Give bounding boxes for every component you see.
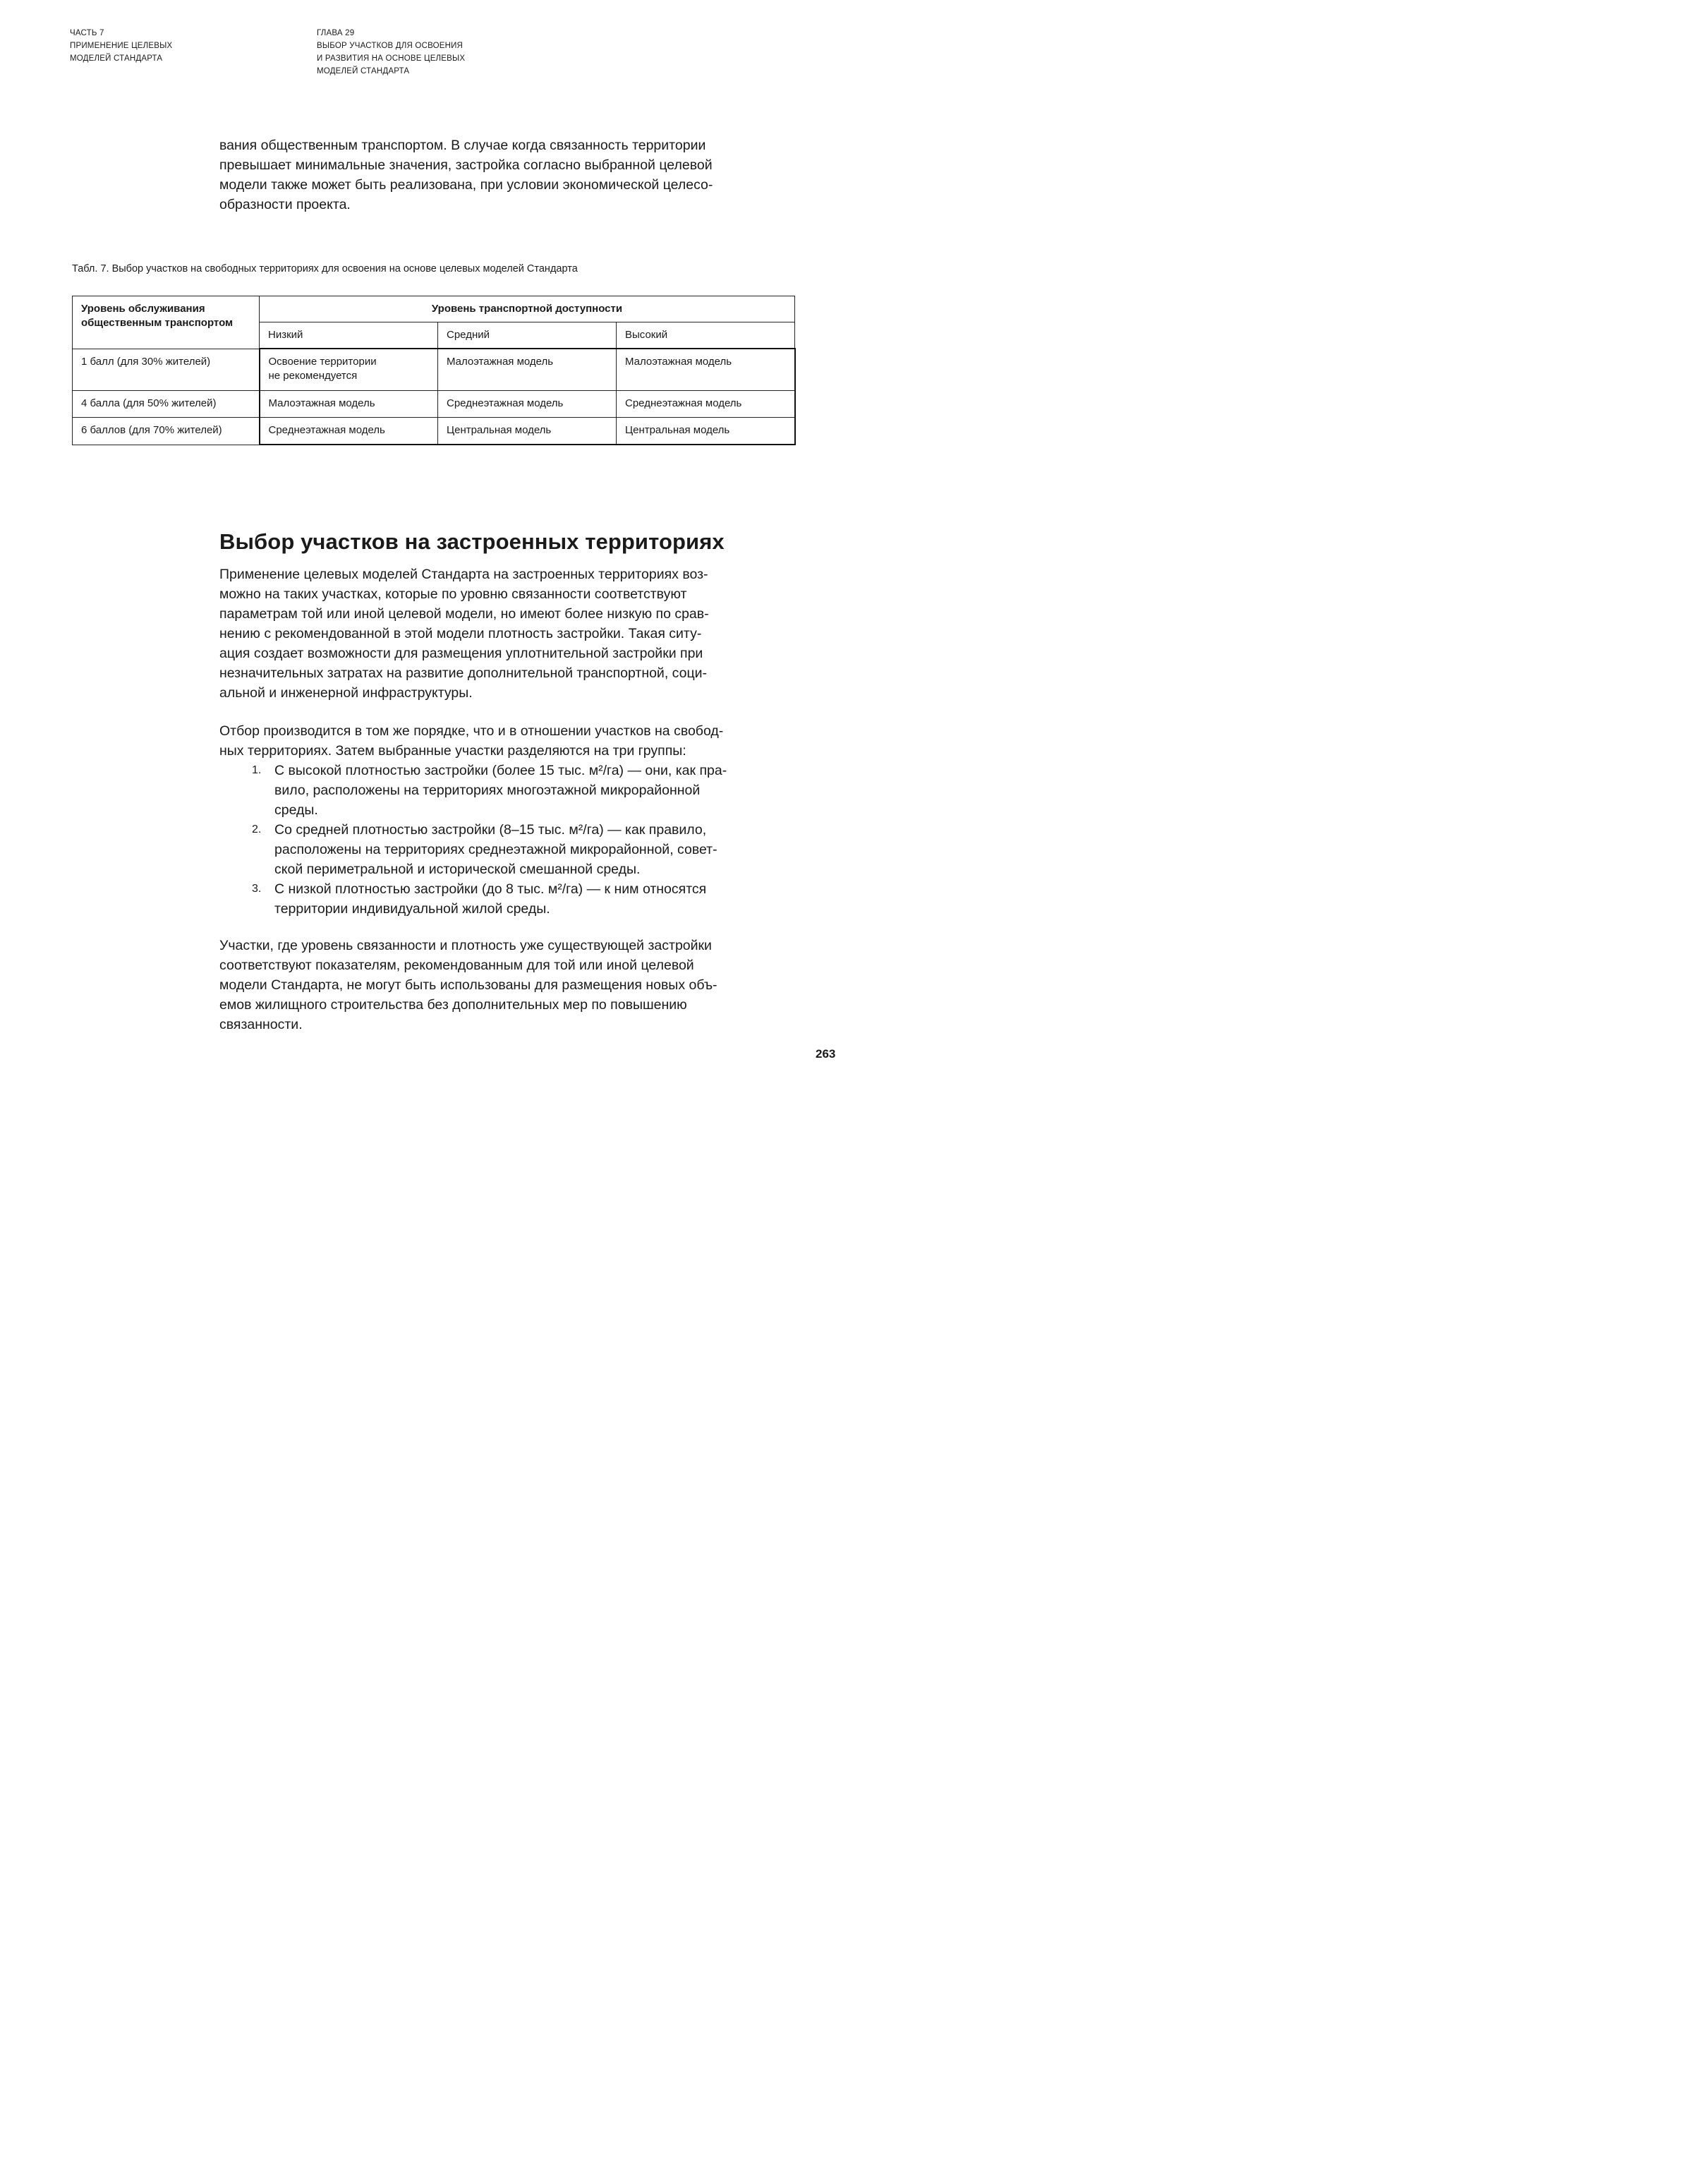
table-cell: Малоэтажная модель: [260, 391, 438, 418]
intro-paragraph: [219, 135, 784, 215]
header-line: Уровень обслуживания: [81, 303, 205, 315]
list-item: [219, 879, 784, 919]
text-line: образности проекта.: [219, 197, 351, 212]
column-header: Средний: [438, 322, 617, 349]
text-line: среды.: [274, 802, 318, 818]
table-row: [73, 349, 795, 391]
text-line: ской периметральной и исторической смешанной среды.: [274, 862, 641, 877]
row-label: 4 балла (для 50% жителей): [73, 391, 260, 418]
row-header-title: [73, 296, 260, 349]
table-row: [73, 418, 795, 445]
text-line: параметрам той или иной целевой модели, но имеют более низкую по срав-: [219, 606, 709, 622]
paragraph-with-list: [219, 721, 784, 919]
table-cell: Малоэтажная модель: [438, 349, 617, 391]
text-line: превышает минимальные значения, застройка согласно выбранной целевой: [219, 157, 713, 173]
table-cell: Среднеэтажная модель: [617, 391, 795, 418]
density-groups-list: [219, 761, 784, 919]
text-line: расположены на территориях среднеэтажной микрорайонной, совет-: [274, 842, 717, 857]
list-number: 2.: [252, 823, 262, 835]
selection-table: [72, 296, 796, 445]
running-head-line: И РАЗВИТИЯ НА ОСНОВЕ ЦЕЛЕВЫХ: [317, 54, 466, 63]
text-line: вило, расположены на территориях многоэтажной микрорайонной: [274, 783, 701, 798]
table-row: [73, 391, 795, 418]
table-cell: Среднеэтажная модель: [438, 391, 617, 418]
column-header: Низкий: [260, 322, 438, 349]
running-head-line: МОДЕЛЕЙ СТАНДАРТА: [70, 54, 163, 63]
running-head-line: ВЫБОР УЧАСТКОВ ДЛЯ ОСВОЕНИЯ: [317, 42, 464, 50]
text-line: модели также может быть реализована, при условии экономической целесо-: [219, 177, 713, 193]
text-line: Участки, где уровень связанности и плотность уже существующей застройки: [219, 938, 712, 953]
text-line: С высокой плотностью застройки (более 15 тыс. м²/га) — они, как пра-: [274, 763, 727, 778]
text-line: ация создает возможности для размещения уплотнительной застройки при: [219, 646, 703, 661]
text-line: Отбор производится в том же порядке, что и в отношении участков на свобод-: [219, 723, 724, 739]
table-cell: Малоэтажная модель: [617, 349, 795, 391]
text-line: нению с рекомендованной в этой модели плотность застройки. Такая ситу-: [219, 626, 702, 641]
list-item: [219, 761, 784, 820]
running-head-chapter: [317, 27, 465, 78]
list-number: 1.: [252, 764, 262, 776]
text-line: модели Стандарта, не могут быть использованы для размещения новых объ-: [219, 977, 717, 993]
page-number: 263: [816, 1047, 836, 1061]
text-line: Применение целевых моделей Стандарта на застроенных территориях воз-: [219, 567, 708, 582]
row-label: 6 баллов (для 70% жителей): [73, 418, 260, 445]
list-item: [219, 820, 784, 879]
table-cell: [260, 349, 438, 391]
running-head-part: [70, 27, 172, 65]
table-cell: Среднеэтажная модель: [260, 418, 438, 445]
table-cell: Центральная модель: [438, 418, 617, 445]
cell-line: Освоение территории: [268, 356, 377, 368]
column-group-title: Уровень транспортной доступности: [260, 296, 795, 322]
text-line: незначительных затратах на развитие дополнительной транспортной, соци-: [219, 665, 708, 681]
list-number: 3.: [252, 883, 262, 895]
column-header: Высокий: [617, 322, 795, 349]
table-cell: Центральная модель: [617, 418, 795, 445]
text-line: можно на таких участках, которые по уровню связанности соответствуют: [219, 586, 687, 602]
text-line: территории индивидуальной жилой среды.: [274, 901, 550, 917]
text-line: связанности.: [219, 1017, 303, 1032]
text-line: С низкой плотностью застройки (до 8 тыс. м²/га) — к ним относятся: [274, 881, 707, 897]
text-line: альной и инженерной инфраструктуры.: [219, 685, 473, 701]
running-head-line: МОДЕЛЕЙ СТАНДАРТА: [317, 67, 410, 76]
row-label: 1 балл (для 30% жителей): [73, 349, 260, 391]
text-line: Со средней плотностью застройки (8–15 тыс. м²/га) — как правило,: [274, 822, 707, 838]
paragraph: [219, 565, 784, 703]
text-line: ных территориях. Затем выбранные участки разделяются на три группы:: [219, 743, 686, 759]
running-head-line: ГЛАВА 29: [317, 29, 355, 37]
running-head-line: ЧАСТЬ 7: [70, 29, 104, 37]
text-line: вания общественным транспортом. В случае когда связанность территории: [219, 138, 706, 153]
text-line: соответствуют показателям, рекомендованным для той или иной целевой: [219, 958, 694, 973]
header-line: общественным транспортом: [81, 317, 234, 329]
cell-line: не рекомендуется: [268, 370, 358, 382]
text-line: емов жилищного строительства без дополнительных мер по повышению: [219, 997, 687, 1013]
table-caption: Табл. 7. Выбор участков на свободных территориях для освоения на основе целевых моделей Стандарта: [72, 263, 578, 274]
running-head-line: ПРИМЕНЕНИЕ ЦЕЛЕВЫХ: [70, 42, 173, 50]
section-title: Выбор участков на застроенных территориях: [219, 529, 725, 554]
paragraph: [219, 936, 784, 1034]
